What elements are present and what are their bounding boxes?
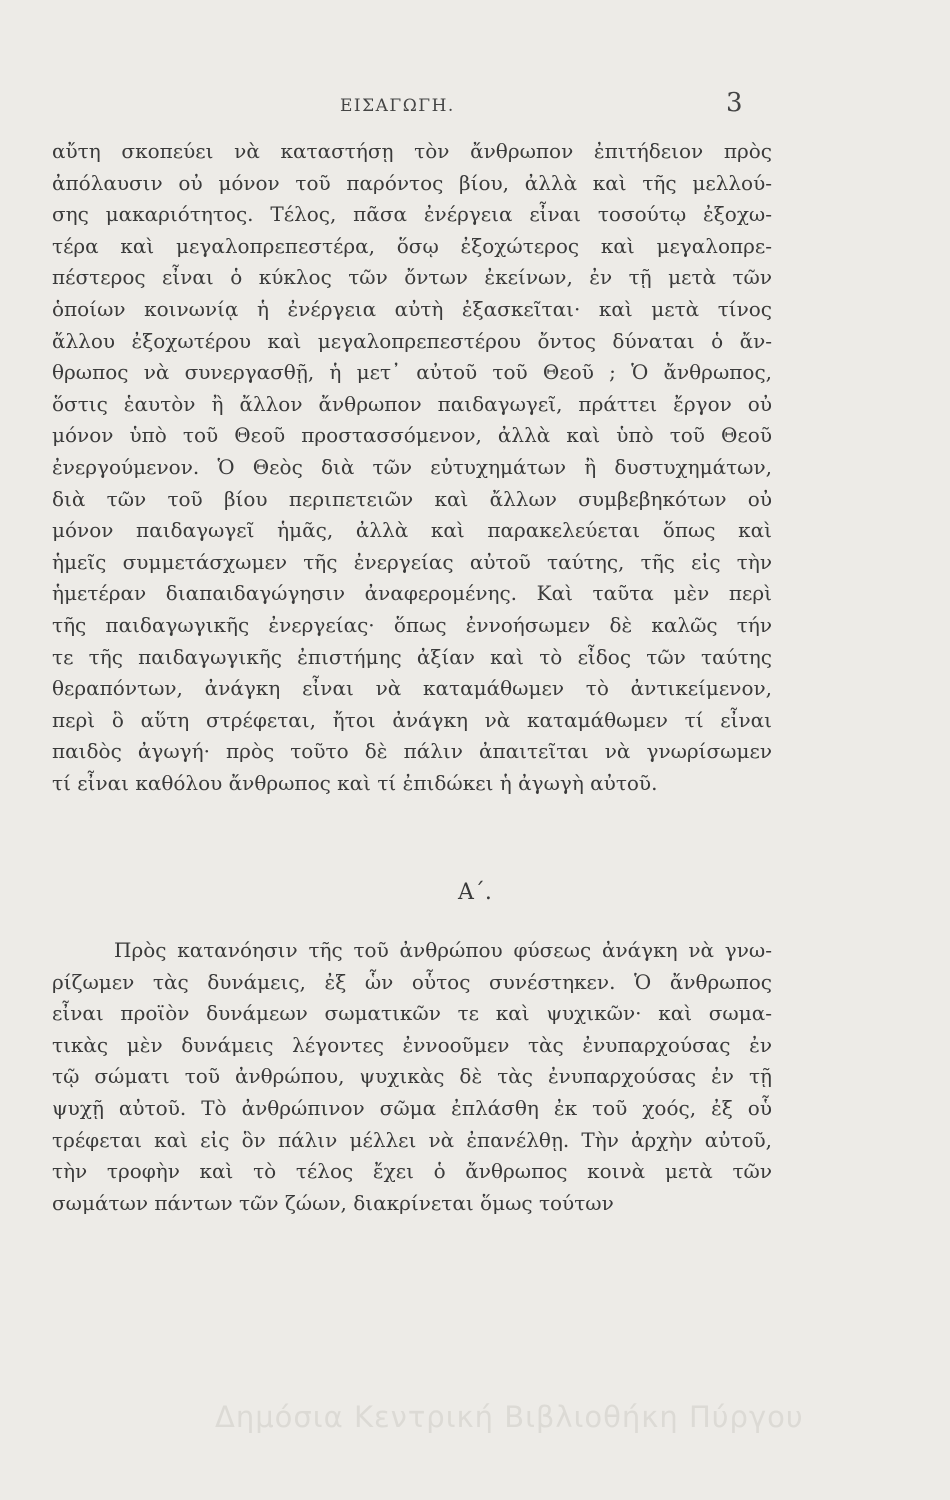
text-line: ἐνεργούμενον. Ὁ Θεὸς διὰ τῶν εὐτυχημάτων ἢ δυστυχημάτων,	[52, 454, 772, 479]
text-line: τέρα καὶ μεγαλοπρεπεστέρα, ὅσῳ ἐξοχώτερος καὶ μεγαλοπρε-	[52, 233, 772, 258]
text-line: εἶναι προϊὸν δυνάμεων σωματικῶν τε καὶ ψυχικῶν· καὶ σωμα-	[52, 1001, 772, 1026]
text-line: τῆς παιδαγωγικῆς ἐνεργείας· ὅπως ἐννοήσωμεν δὲ καλῶς τήν	[52, 612, 772, 637]
text-line: ψυχῇ αὐτοῦ. Τὸ ἀνθρώπινον σῶμα ἐπλάσθη ἐκ τοῦ χοός, ἐξ οὗ	[52, 1095, 772, 1120]
page-header	[0, 90, 950, 130]
text-line: ἡμετέραν διαπαιδαγώγησιν ἀναφερομένης. Καὶ ταῦτα μὲν περὶ	[52, 581, 772, 606]
text-line: ὅστις ἑαυτὸν ἢ ἄλλον ἄνθρωπον παιδαγωγεῖ, πράττει ἔργον οὐ	[52, 391, 772, 416]
text-line: διὰ τῶν τοῦ βίου περιπετειῶν καὶ ἄλλων συμβεβηκότων οὐ	[52, 486, 772, 511]
text-line: αὔτη σκοπεύει νὰ καταστήσῃ τὸν ἄνθρωπον ἐπιτήδειον πρὸς	[52, 139, 772, 163]
text-line: ἡμεῖς συμμετάσχωμεν τῆς ἐνεργείας αὐτοῦ ταύτης, τῆς εἰς τὴν	[52, 549, 772, 574]
section-text	[52, 935, 772, 1219]
text-line: σης μακαριότητος. Τέλος, πᾶσα ἐνέργεια εἶναι τοσούτῳ ἐξοχω-	[52, 202, 772, 227]
text-line: ἀπόλαυσιν οὐ μόνον τοῦ παρόντος βίου, ἀλλὰ καὶ τῆς μελλού-	[52, 170, 772, 195]
body-text	[52, 136, 772, 799]
text-line: περὶ ὃ αὕτη στρέφεται, ἤτοι ἀνάγκη νὰ καταμάθωμεν τί εἶναι	[52, 707, 772, 732]
text-line: ρίζωμεν τὰς δυνάμεις, ἐξ ὧν οὗτος συνέστηκεν. Ὁ ἄνθρωπος	[52, 969, 772, 994]
text-line: πέστερος εἶναι ὁ κύκλος τῶν ὄντων ἐκείνων, ἐν τῇ μετὰ τῶν	[52, 265, 772, 290]
text-line: τὴν τροφὴν καὶ τὸ τέλος ἔχει ὁ ἄνθρωπος κοινὰ μετὰ τῶν	[52, 1159, 772, 1184]
running-title: ΕΙΣΑΓΩΓΗ.	[340, 96, 455, 116]
text-line: τε τῆς παιδαγωγικῆς ἐπιστήμης ἀξίαν καὶ τὸ εἶδος τῶν ταύτης	[52, 644, 772, 669]
text-line: θεραπόντων, ἀνάγκη εἶναι νὰ καταμάθωμεν τὸ ἀντικείμενον,	[52, 676, 772, 701]
text-line: παιδὸς ἀγωγή· πρὸς τοῦτο δὲ πάλιν ἀπαιτεῖται νὰ γνωρίσωμεν	[52, 739, 772, 764]
text-line: σωμάτων πάντων τῶν ζώων, διακρίνεται ὅμως τούτων	[52, 1190, 614, 1215]
text-line: Πρὸς κατανόησιν τῆς τοῦ ἀνθρώπου φύσεως ἀνάγκη νὰ γνω-	[114, 938, 772, 962]
text-line: τικὰς μὲν δυνάμεις λέγοντες ἐννοοῦμεν τὰς ἐνυπαρχούσας ἐν	[52, 1032, 772, 1057]
library-watermark: Δημόσια Κεντρική Βιβλιοθήκη Πύργου	[215, 1400, 804, 1434]
text-line: θρωπος νὰ συνεργασθῇ, ἡ μετ᾽ αὐτοῦ τοῦ Θεοῦ ; Ὁ ἄνθρωπος,	[52, 360, 772, 385]
text-line: ὁποίων κοινωνίᾳ ἡ ἐνέργεια αὐτὴ ἐξασκεῖται· καὶ μετὰ τίνος	[52, 296, 772, 321]
text-line: μόνον ὑπὸ τοῦ Θεοῦ προστασσόμενον, ἀλλὰ καὶ ὑπὸ τοῦ Θεοῦ	[52, 423, 772, 448]
section-heading: Α΄.	[458, 880, 492, 905]
page-number: 3	[726, 88, 743, 118]
text-line: μόνον παιδαγωγεῖ ἡμᾶς, ἀλλὰ καὶ παρακελεύεται ὅπως καὶ	[52, 518, 772, 543]
text-line: τρέφεται καὶ εἰς ὃν πάλιν μέλλει νὰ ἐπανέλθῃ. Τὴν ἀρχὴν αὐτοῦ,	[52, 1127, 772, 1152]
text-line: τί εἶναι καθόλου ἄνθρωπος καὶ τί ἐπιδώκει ἡ ἀγωγὴ αὐτοῦ.	[52, 770, 658, 795]
text-line: ἄλλου ἐξοχωτέρου καὶ μεγαλοπρεπεστέρου ὄντος δύναται ὁ ἄν-	[52, 328, 772, 353]
text-line: τῷ σώματι τοῦ ἀνθρώπου, ψυχικὰς δὲ τὰς ἐνυπαρχούσας ἐν τῇ	[52, 1064, 772, 1089]
